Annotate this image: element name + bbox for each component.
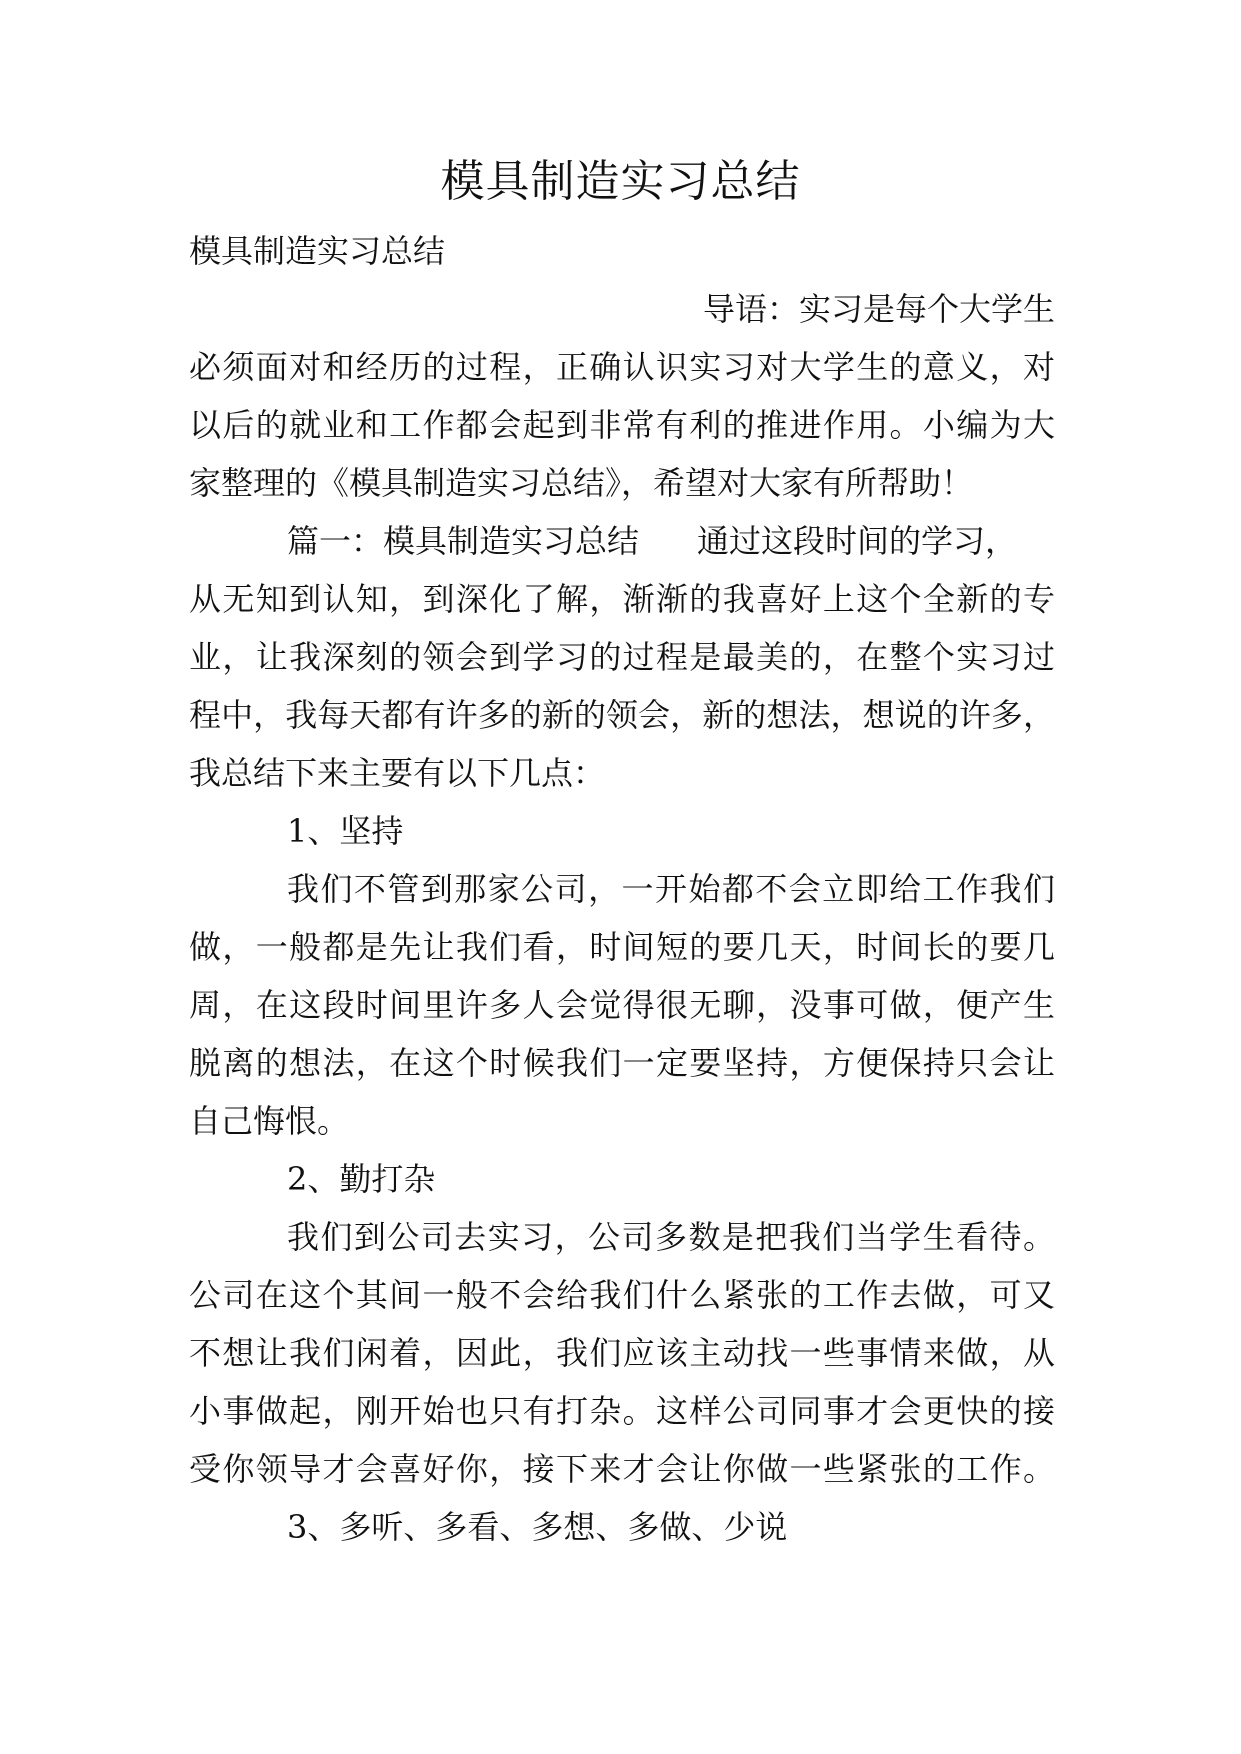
document-title: 模具制造实习总结 [440, 156, 801, 207]
paragraph-line: 周，在这段时间里许多人会觉得很无聊，没事可做，便产生 [189, 986, 1055, 1024]
paragraph-line: 公司在这个其间一般不会给我们什么紧张的工作去做，可又 [189, 1276, 1055, 1314]
paragraph-line: 从无知到认知，到深化了解，渐渐的我喜好上这个全新的专 [189, 580, 1055, 618]
section-heading: 篇一：模具制造实习总结 [287, 522, 640, 560]
paragraph-line: 小事做起，刚开始也只有打杂。这样公司同事才会更快的接 [189, 1392, 1055, 1430]
paragraph-line: 业，让我深刻的领会到学习的过程是最美的，在整个实习过 [189, 638, 1055, 676]
paragraph-line: 导语：实习是每个大学生 [702, 290, 1055, 328]
paragraph-line: 必须面对和经历的过程，正确认识实习对大学生的意义，对 [189, 348, 1055, 386]
paragraph-line: 以后的就业和工作都会起到非常有利的推进作用。小编为大 [189, 406, 1055, 444]
paragraph-line: 我总结下来主要有以下几点： [189, 754, 606, 792]
paragraph-line: 不想让我们闲着，因此，我们应该主动找一些事情来做，从 [189, 1334, 1055, 1372]
document-subtitle: 模具制造实习总结 [189, 232, 446, 270]
paragraph-line: 家整理的《模具制造实习总结》，希望对大家有所帮助！ [189, 464, 974, 502]
section-heading-line [189, 512, 1055, 570]
list-heading: 2、勤打杂 [287, 1160, 436, 1198]
paragraph-line: 脱离的想法，在这个时候我们一定要坚持，方便保持只会让 [189, 1044, 1055, 1082]
paragraph-line: 我们到公司去实习，公司多数是把我们当学生看待。 [287, 1218, 1055, 1256]
document-body [189, 222, 1055, 1556]
paragraph-line: 做，一般都是先让我们看，时间短的要几天，时间长的要几 [189, 928, 1055, 966]
list-heading: 3、多听、多看、多想、多做、少说 [287, 1508, 788, 1546]
paragraph-line: 程中，我每天都有许多的新的领会，新的想法，想说的许多， [189, 696, 1055, 734]
paragraph-text: 通过这段时间的学习， [697, 522, 1018, 560]
paragraph-line: 受你领导才会喜好你，接下来才会让你做一些紧张的工作。 [189, 1450, 1055, 1488]
paragraph-line: 自己悔恨。 [189, 1102, 350, 1140]
list-heading: 1、坚持 [287, 812, 404, 850]
paragraph-line: 我们不管到那家公司，一开始都不会立即给工作我们 [287, 870, 1055, 908]
